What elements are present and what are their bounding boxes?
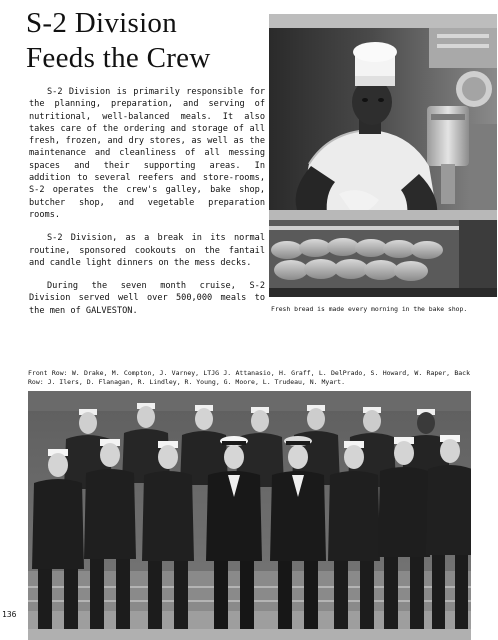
- title-line-2: Feeds the Crew: [26, 42, 211, 74]
- article-body: [29, 86, 265, 328]
- article-title: [26, 6, 266, 76]
- paragraph-cookouts: S-2 Division, as a break in its normal routine, sponsored cookouts on the fantail and candle light dinners on the mess decks.: [29, 233, 265, 268]
- group-photo: [28, 391, 471, 640]
- bakery-photo-caption: Fresh bread is made every morning in the bake shop.: [271, 305, 468, 313]
- title-line-1: S-2 Division: [26, 7, 178, 39]
- paragraph-responsibilities: S-2 Division is primarily responsible for the planning, preparation, and serving of nutritional, well-balanced meals. It also takes care of the ordering and storage of all fresh, frozen, and dry stores, as well as the maintenance and cleanliness of all messing spaces and their supporting areas. In addition to several reefers and store-rooms, S-2 operates the crew's galley, bake shop, butcher shop, and vegetable preparation rooms.: [29, 87, 265, 220]
- group-photo-caption: Front Row: W. Drake, M. Compton, J. Varney, LTJG J. Attanasio, H. Graff, L. DelPrado, S. Howard, W. Raper, Back Row: J. Ilers, D. Flanagan, R. Lindley, R. Young, G. Moore, L. Trudeau, N. Myart.: [28, 369, 470, 387]
- page-number: 136: [2, 610, 17, 619]
- paragraph-meals-served: During the seven month cruise, S-2 Division served well over 500,000 meals to the men of GALVESTON.: [29, 281, 265, 316]
- bakery-photo: [269, 14, 497, 297]
